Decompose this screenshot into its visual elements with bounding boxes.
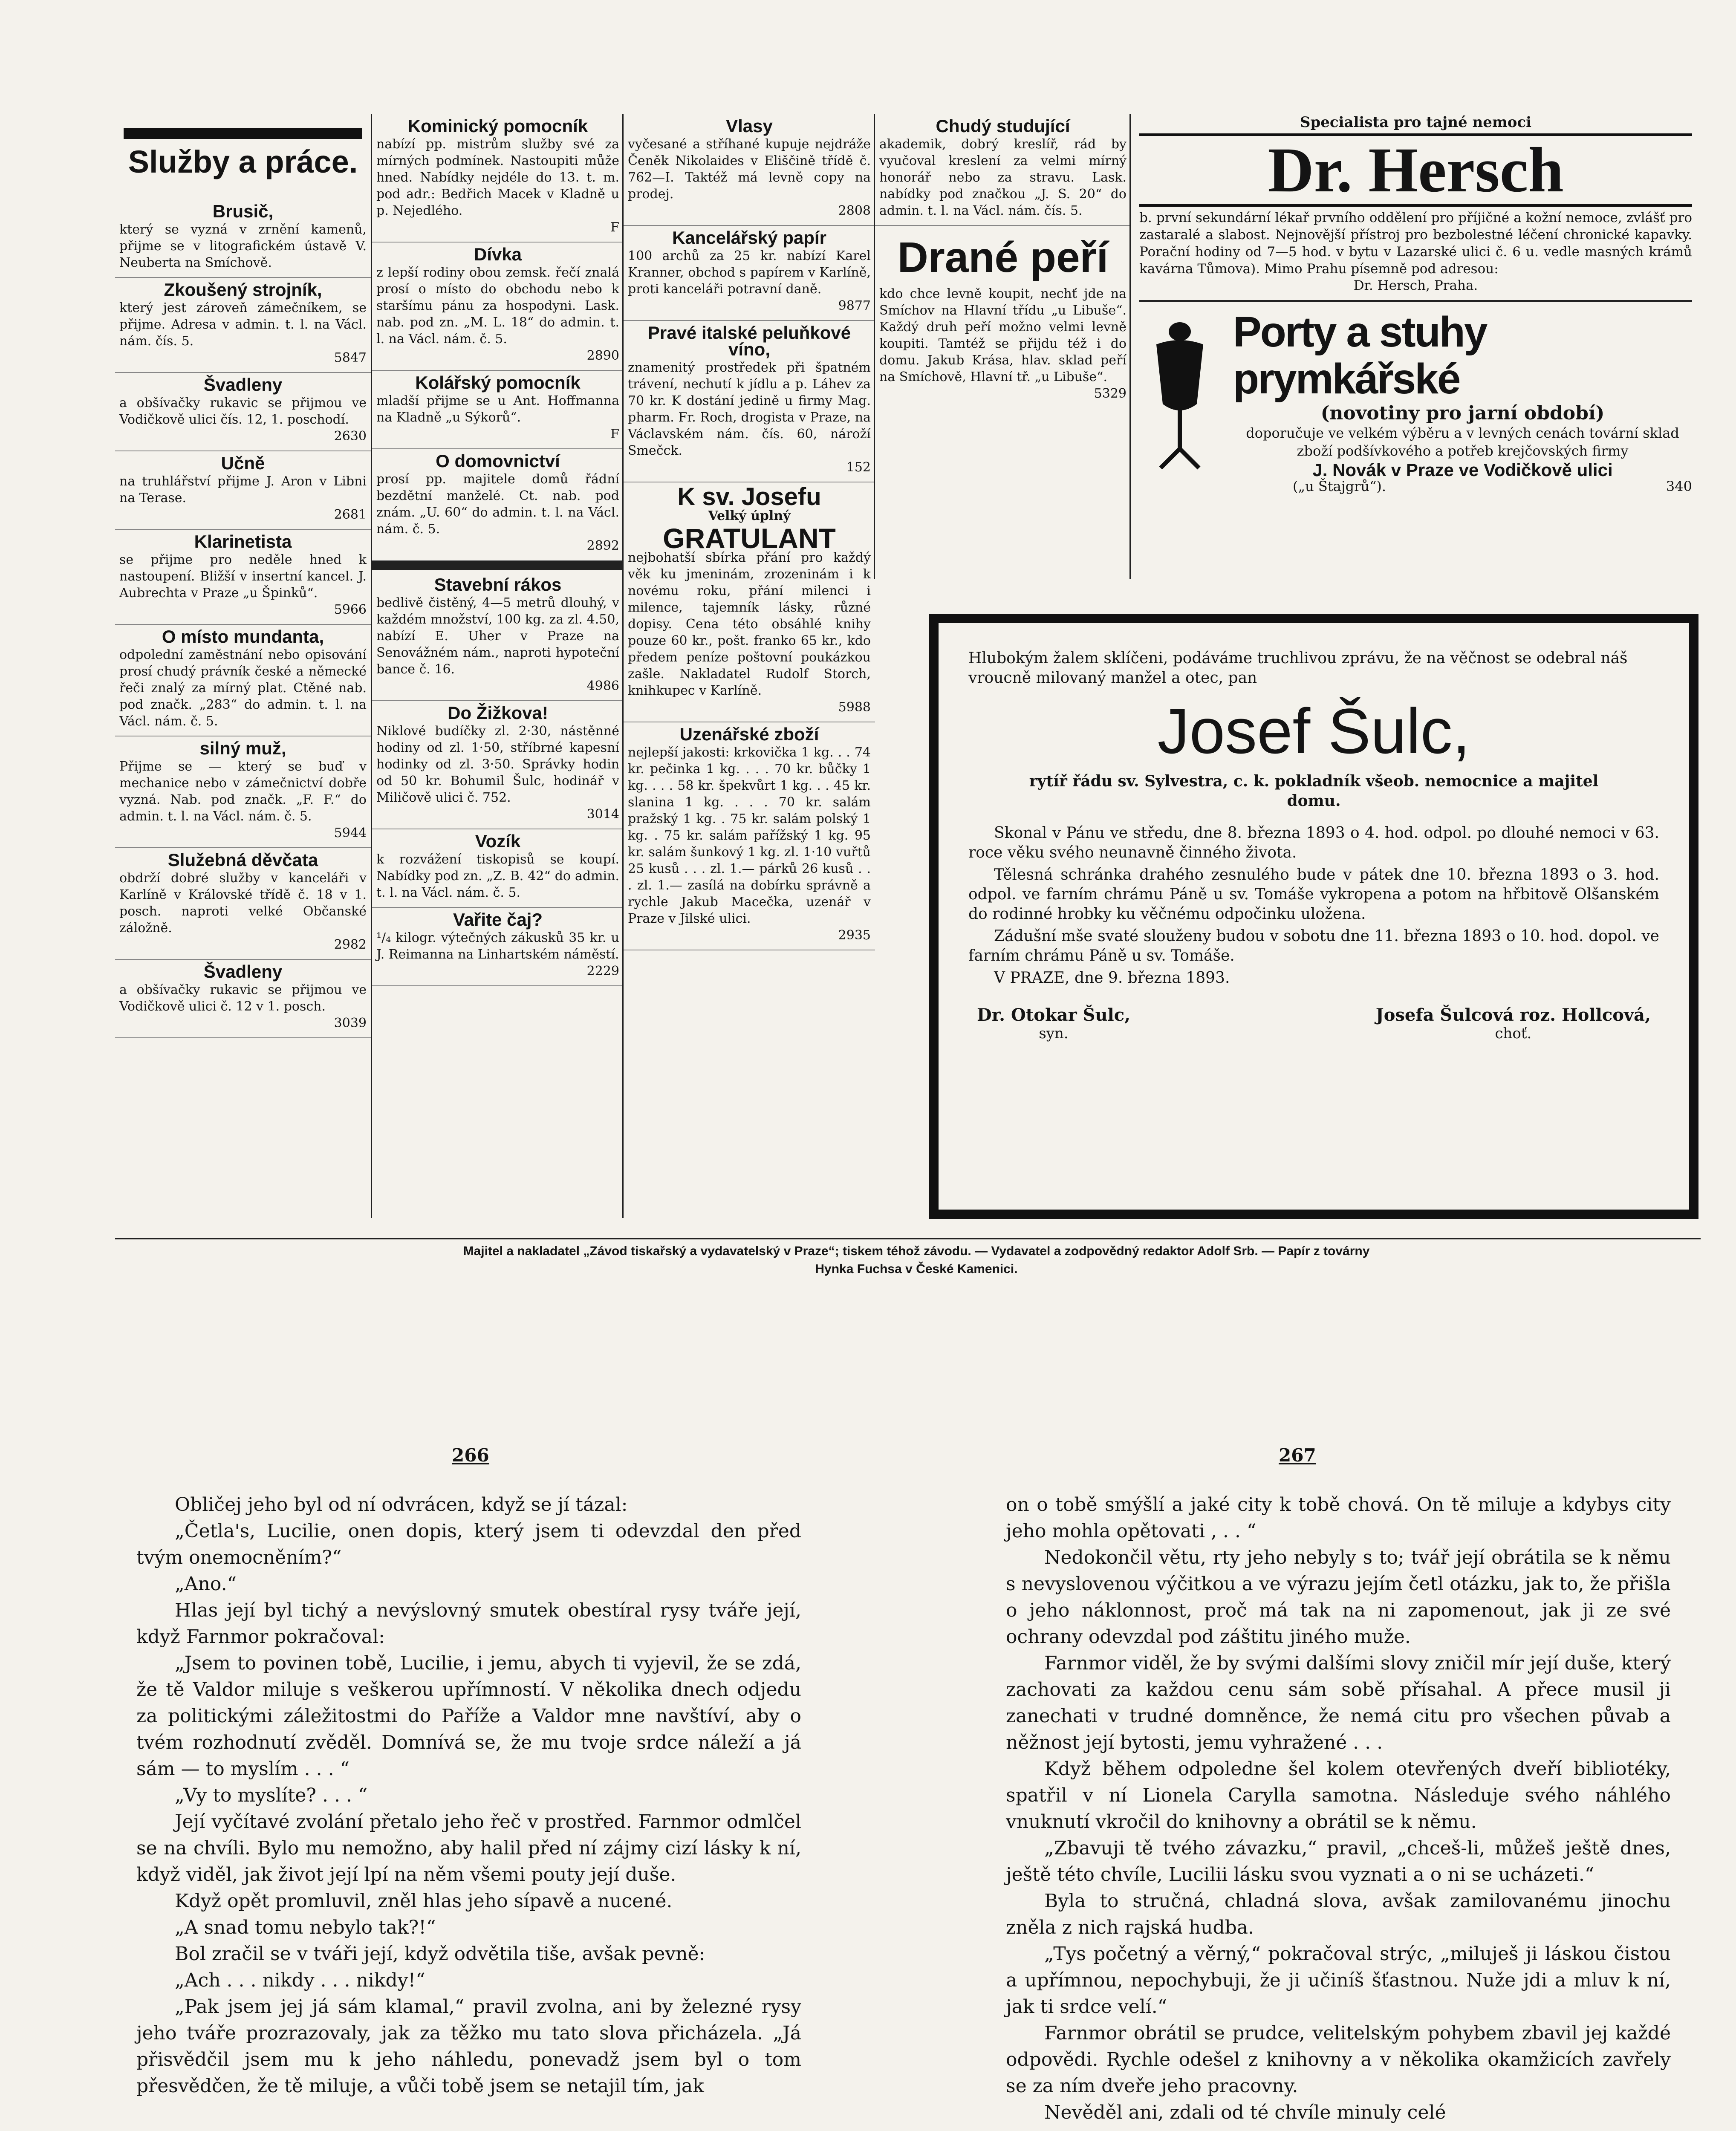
obituary-para-1: Skonal v Pánu ve středu, dne 8. března 1893 o 4. hod. odpol. po dlouhé nemoci v 63. roce věku svého neunavně činného života.: [968, 824, 1659, 861]
hersch-signature: Dr. Hersch, Praha.: [1353, 278, 1478, 293]
ad-body: nejlepší jakosti: krkovička 1 kg. . . 74 kr. pečinka 1 kg. . . . 70 kr. bůčky 1 kg. . . . 58 kr. špekvůrt 1 kg. . . 45 kr. slanina 1 kg. . . . 70 kr. salám pražský 1 kg. . 75 kr. salám polský 1 kg. . 75 kr. salám pařížský 1 kg. 95 kr. salám šunkový 1 kg. zl. 1·10 vuřtů 25 kusů . . . zl. 1.— párků 26 kusů . . . zl. 1.— zasílá na dobírku správně a rychle Jakub Macečka, uzenář v Praze v Jilské ulici.: [628, 745, 871, 926]
porty-subtitle: (novotiny pro jarní období): [1320, 402, 1605, 424]
page-number-left: 266: [452, 1445, 489, 1466]
ad-col2-0: [372, 114, 624, 243]
ad-title: Kominický pomocník: [407, 116, 588, 136]
ad-number: 2681: [334, 507, 367, 522]
porty-body: doporučuje ve velkém výběru a v levných cenách tovární sklad zboží podšívkového a potřeb krejčovských firmy: [1246, 425, 1679, 459]
ad-number: 3014: [586, 807, 619, 822]
ad-title: O místo mundanta,: [162, 627, 324, 647]
ad-body: kdo chce levně koupit, nechť jde na Smíchov na Hlavní třídu „u Libuše“. Každý druh peří možno velmi levně koupiti. Tamtéž se přijdu též i do domu. Jakub Krása, hlav. sklad peří na Smíchově, Hlavní tř. „u Libuše“.: [879, 286, 1127, 384]
story-paragraph: „A snad tomu nebylo tak?!“: [175, 1917, 436, 1938]
obituary-intro: Hlubokým žalem sklíčeni, podáváme truchlivou zprávu, že na věčnost se odebral náš vroucně milovaný manžel a otec, pan: [968, 650, 1628, 687]
story-paragraph: Byla to stručná, chladná slova, avšak zamilovanému jinochu zněla z nich rajská hudba.: [1006, 1890, 1671, 1938]
ad-col3-0: [624, 114, 875, 226]
obituary-para-2: Tělesná schránka drahého zesnulého bude v pátek dne 10. března 1893 o 3. hod. odpol. ve farním chrámu Páně u sv. Tomáše vykropena a potom na hřbitově Olšanském do rodinné hrobky ku věčnému odpočinku uložena.: [968, 866, 1659, 923]
ad-title: Do Žižkova!: [448, 703, 548, 723]
ad-body: k rozvážení tiskopisů se koupí. Nabídky pod zn. „Z. B. 42“ do admin. t. l. na Václ. nám. č. 5.: [376, 852, 619, 900]
ad-number: 5944: [334, 826, 367, 840]
obituary-title: rytíř řádu sv. Sylvestra, c. k. pokladník všeob. nemocnice a majitel domu.: [1029, 772, 1599, 810]
ad-body: který jest zároveň zámečníkem, se přijme. Adresa v admin. t. l. na Václ. nám. čís. 5.: [119, 300, 367, 349]
ad-title: Dívka: [474, 244, 522, 264]
imprint-line-2: Hynka Fuchsa v České Kamenici.: [815, 1262, 1018, 1276]
ad-body: Velký úplný: [708, 508, 791, 523]
ad-col2-5: [372, 701, 624, 829]
ad-body: prosí pp. majitele domů řádní bezdětní manželé. Ct. nab. pod znám. „U. 60“ do admin. t. l. na Václ. nám. č. 5.: [376, 472, 619, 537]
ad-col1-6: [115, 736, 371, 848]
ad-body: na truhlářství přijme J. Aron v Libni na Terase.: [119, 474, 367, 505]
story-paragraph: „Vy to myslíte? . . . “: [175, 1784, 368, 1806]
signature-role: syn.: [1039, 1025, 1069, 1042]
signature-name: Dr. Otokar Šulc,: [977, 1005, 1131, 1025]
hersch-kicker: Specialista pro tajné nemoci: [1300, 114, 1532, 131]
ad-body: nabízí pp. mistrům služby své za mírných podmínek. Nastoupiti může hned. Nabídky nejdéle do 13. t. m. pod adr.: Bedřich Macek v Kladně u p. Nejedlého.: [376, 137, 619, 218]
divider-bar: [372, 561, 624, 570]
story-paragraph: „Ach . . . nikdy . . . nikdy!“: [175, 1969, 425, 1991]
ad-col1-2: [115, 373, 371, 451]
story-paragraph: Hlas její byl tichý a nevýslovný smutek obestíral rysy tváře její, když Farnmor pokračoval:: [136, 1600, 801, 1648]
signature-role: choť.: [1495, 1025, 1532, 1042]
story-paragraph: Bol zračil se v tváři její, když odvětila tiše, avšak pevně:: [175, 1943, 705, 1965]
ad-title: Kolářský pomocník: [415, 372, 581, 393]
obituary-para-3: Zádušní mše svaté slouženy budou v sobotu dne 11. března 1893 o 10. hod. dopol. ve farním chrámu Páně u sv. Tomáše.: [968, 927, 1659, 964]
ad-number: 5847: [334, 350, 367, 365]
hersch-ad: [1139, 114, 1692, 302]
column-3: [622, 114, 875, 1218]
porty-footer: [1233, 478, 1692, 495]
ad-col1-1: [115, 278, 371, 373]
ad-col2-6: [372, 829, 624, 908]
ad-col3-4: [624, 524, 875, 722]
obituary-date: V PRAZE, dne 9. března 1893.: [994, 969, 1230, 987]
ad-col4-1: [875, 226, 1131, 408]
column-1: [115, 114, 371, 1218]
ad-col3-2: [624, 321, 875, 482]
ad-number: 2630: [334, 429, 367, 444]
column-5: [1129, 114, 1701, 579]
ad-number: 5988: [838, 700, 871, 715]
ad-number: 2982: [334, 937, 367, 952]
signature-son: [977, 1005, 1130, 1042]
ad-body: odpolední zaměstnání nebo opisování prosí chudý právník české a německé řeči znalý za mírný plat. Ctěné nab. pod značk. „283“ do admin. t. l. na Václ. nám. č. 5.: [119, 647, 367, 729]
ad-col2-7: [372, 908, 624, 986]
ad-number: 2229: [586, 964, 619, 979]
ad-title: Kancelářský papír: [672, 228, 826, 248]
ad-body: obdrží dobré služby v kanceláři v Karlíně v Královské třídě č. 18 v 1. posch. naproti velké Občanské záložně.: [119, 871, 367, 936]
ad-title: Klarinetista: [194, 531, 292, 552]
dress-form-icon: [1144, 319, 1216, 472]
obituary-notice: [929, 614, 1698, 1219]
column-4: [874, 114, 1131, 579]
ad-col3-1: [624, 226, 875, 321]
ad-number: 152: [846, 460, 871, 475]
porty-number: 340: [1666, 478, 1692, 494]
ad-body: který se vyzná v zrnění kamenů, přijme se v litografickém ústavě V. Neuberta na Smíchově.: [119, 222, 367, 270]
ad-number: 2808: [838, 203, 871, 218]
ad-title: Zkoušený strojník,: [164, 280, 322, 300]
story-paragraph: Obličej jeho byl od ní odvrácen, když se jí tázal:: [175, 1494, 628, 1516]
ad-body: akademik, dobrý kreslíř, rád by vyučoval kreslení za velmi mírný honorář nebo za stravu. Lask. nabídky pod značkou „J. S. 20“ do admin. t. l. na Václ. nám. čís. 5.: [879, 137, 1127, 218]
story-right-page: [1006, 1492, 1671, 2126]
ad-title: Švadleny: [203, 962, 283, 982]
ad-col2-1: [372, 243, 624, 371]
story-paragraph: Když během odpoledne šel kolem otevřených dveří bibliotéky, spatřil v ní Lionela Carylla samotna. Následuje svého náhlého vnuknutí vkročil do knihovny a obrátil se k němu.: [1006, 1758, 1671, 1833]
story-paragraph: „Tys početný a věrný,“ pokračoval strýc, „miluješ ji láskou čistou a upřímnou, nepochybuji, že ji učiníš šťastnou. Nuže jdi a mluv k ní, jak ti srdce velí.“: [1006, 1943, 1671, 2018]
imprint-rule: [115, 1238, 1701, 1239]
ad-headline: K sv. Josefu: [677, 483, 821, 511]
ad-title: Vozík: [475, 831, 521, 851]
ad-title: Vařite čaj?: [453, 910, 543, 930]
story-paragraph: Nedokončil větu, rty jeho nebyly s to; tvář její obrátila se k němu s nevyslovenou výčitkou a ve výrazu jejím četl otázku, jak to, že přišla o jeho náklonnost, proč má tak na ni zapomenout, jak ji ze své ochrany odevzdal pod záštitu jiného muže.: [1006, 1547, 1671, 1648]
ad-col3-5: [624, 722, 875, 950]
ad-title: Chudý studující: [936, 116, 1070, 136]
ad-title: Služebná děvčata: [168, 850, 318, 870]
section-title: Služby a práce.: [128, 144, 358, 179]
ad-number: 5966: [334, 602, 367, 617]
story-paragraph: Když opět promluvil, zněl hlas jeho sípavě a nucené.: [175, 1890, 673, 1912]
ad-body: Niklové budíčky zl. 2·30, nástěnné hodiny od zl. 1·50, stříbrné kapesní hodinky od zl. 3·50. Správky hodin od 50 kr. Bohumil Šulc, hodinář v Miličově ulici č. 752.: [376, 724, 619, 805]
ad-number: F: [610, 220, 619, 235]
ad-body: z lepší rodiny obou zemsk. řečí znalá prosí o místo do obchodu nebo k staršímu pánu za hospodyni. Lask. nab. pod zn. „M. L. 18“ do admin. t. l. na Václ. nám. č. 5.: [376, 265, 619, 347]
ad-body: mladší přijme se u Ant. Hoffmanna na Kladně „u Sýkorů“.: [376, 393, 619, 425]
story-paragraph: „Zbavuji tě tvého závazku,“ pravil, „chceš-li, můžeš ještě dnes, ještě této chvíle, Lucilii lásku svou vyznati a o ni se ucházeti.“: [1006, 1837, 1671, 1886]
imprint-line-1: Majitel a nakladatel „Závod tiskařský a vydavatelský v Praze“; tiskem téhož závodu. — Vydavatel a zodpovědný redaktor Adolf Srb. — Papír z továrny: [463, 1244, 1370, 1258]
story-paragraph: „Pak jsem jej já sám klamal,“ pravil zvolna, ani by železné rysy jeho tváře prozrazovaly, jak za těžko mu tato slova přicházela. „Já přisvědčil jsem mu k jeho náhledu, ponevadž jsem byl o tom přesvědčen, že tě miluje, a vůči tobě jsem se netajil tím, jak: [136, 1996, 801, 2097]
ad-title: Učně: [221, 453, 265, 473]
story-paragraph: „Četla's, Lucilie, onen dopis, který jsem ti odevzdal den před tvým onemocněním?“: [136, 1520, 801, 1568]
ad-number: F: [610, 427, 619, 442]
story-left-page: [136, 1492, 801, 2099]
story-paragraph: „Jsem to povinen tobě, Lucilie, i jemu, abych ti vyjevil, že se zdá, že tě Valdor miluje s veškerou upřímností. V několika dnech odjedu za politickými záležitostmi do Paříže a Valdor mne navštíví, aby o tvém rozhodnutí zvěděl. Domnívá se, že mu tvoje srdce náleží a já sám — to myslím . . . “: [136, 1652, 801, 1780]
ad-title: Pravé italské peluňkové víno,: [647, 323, 851, 359]
column-2: [371, 114, 624, 1218]
ad-body: ¹/₄ kilogr. výtečných zákusků 35 kr. u J. Reimanna na Linhartském náměstí.: [376, 930, 619, 962]
obituary-signatures: [968, 1005, 1659, 1042]
ad-body: nejbohatší sbírka přání pro každý věk ku jmeninám, zrozeninám i k novému roku, přání milenci i milence, tajemník lásky, různé dopisy. Cena této obsáhlé knihy pouze 60 kr., pošt. franko 65 kr., kdo předem peníze poštovní poukázkou zašle. Nakladatel Rudolf Storch, knihkupec v Karlíně.: [628, 550, 871, 698]
ad-number: 4986: [586, 679, 619, 693]
ad-col1-3: [115, 451, 371, 530]
ad-title: Uzenářské zboží: [679, 724, 819, 744]
ad-title: Stavební rákos: [434, 575, 562, 595]
story-paragraph: Nevěděl ani, zdali od té chvíle minuly celé: [1044, 2102, 1446, 2123]
ad-number: 3039: [334, 1016, 367, 1031]
signature-wife: [1376, 1005, 1651, 1042]
ad-col1-7: [115, 848, 371, 960]
ad-col2-4: [372, 573, 624, 701]
ad-number: 2892: [586, 538, 619, 553]
story-paragraph: on o tobě smýšlí a jaké city k tobě chová. On tě miluje a kdybys city jeho mohla opětovati , . . “: [1006, 1494, 1671, 1542]
ad-title: Brusič,: [212, 201, 274, 221]
ad-number: 2935: [838, 928, 871, 943]
ad-title: O domovnictví: [436, 451, 560, 471]
ad-headline: GRATULANT: [663, 523, 836, 554]
ad-number: 9877: [838, 298, 871, 313]
ad-body: 100 archů za 25 kr. nabízí Karel Kranner, obchod s papírem v Karlíně, proti kanceláři potravní daně.: [628, 248, 871, 297]
ad-col3-3: [624, 482, 875, 524]
ad-headline: Drané peří: [897, 234, 1109, 281]
story-paragraph: „Ano.“: [175, 1573, 237, 1595]
ad-body: bedlivě čistěný, 4—5 metrů dlouhý, v každém množství, 100 kg. za zl. 4.50, nabízí E. Uher v Praze na Senovážném nám., naproti hypoteční bance č. 16.: [376, 595, 619, 677]
porty-title: Porty a stuhy prymkářské: [1233, 308, 1487, 403]
hersch-body: b. první sekundární lékař prvního oddělení pro příjičné a kožní nemoce, zvlášť pro zastaralé a slabost. Nejnovější přístroj pro bezbolestné léčení chronické kapavky. Porační hodiny od 7—5 hod. v bytu v Lazarské ulici č. 6 u. vedle masných krámů kavárna Tůmova). Mimo Prahu písemně pod adresou:: [1139, 210, 1692, 277]
ad-title: silný muž,: [199, 738, 286, 758]
ad-col1-8: [115, 960, 371, 1038]
porty-firm: J. Novák v Praze ve Vodičkově ulici: [1312, 460, 1613, 480]
ad-col4-0: [875, 114, 1131, 226]
signature-name: Josefa Šulcová roz. Hollcová,: [1375, 1005, 1651, 1025]
ad-col1-0: [115, 199, 371, 278]
ad-col1-5: [115, 625, 371, 736]
ad-body: a obšívačky rukavic se přijmou ve Vodičkově ulici č. 12 v 1. posch.: [119, 982, 367, 1014]
page-number-right: 267: [1279, 1445, 1316, 1466]
porty-tail: („u Štajgrů“).: [1293, 478, 1386, 494]
ad-body: znamenitý prostředek při špatném trávení, nechutí k jídlu a p. Láhev za 70 kr. K dostání jedině u firmy Mag. pharm. Fr. Roch, drogista v Praze, na Václavském nám. čís. 60, nároží Smečck.: [628, 360, 871, 458]
ad-body: se přijme pro neděle hned k nastoupení. Bližší v insertní kancel. J. Aubrechta v Praze „u Špinků“.: [119, 552, 367, 601]
ad-title: Vlasy: [726, 116, 773, 136]
imprint: [128, 1242, 1705, 1278]
ad-col1-4: [115, 530, 371, 625]
hersch-name: Dr. Hersch: [1139, 133, 1692, 207]
ad-col2-3: [372, 449, 624, 561]
porty-ad: [1139, 302, 1692, 495]
ad-body: a obšívačky rukavic se přijmou ve Vodičkově ulici čís. 12, 1. poschodí.: [119, 396, 367, 427]
ad-number: 2890: [586, 348, 619, 363]
ad-col2-2: [372, 371, 624, 449]
obituary-name: Josef Šulc,: [1157, 695, 1470, 767]
ad-number: 5329: [1094, 386, 1127, 401]
ad-body: Přijme se — který se buď v mechanice nebo v zámečnictví dobře vyzná. Nab. pod značk. „F. F.“ do admin. t. l. na Václ. nám. č. 5.: [119, 759, 367, 824]
ad-title: Švadleny: [203, 375, 283, 395]
story-paragraph: Její vyčítavé zvolání přetalo jeho řeč v prostřed. Farnmor odmlčel se na chvíli. Bylo mu nemožno, aby halil před ní zájmy cizí lásky k ní, když viděl, jak život její lpí na něm všemi pouty její duše.: [136, 1811, 801, 1886]
story-paragraph: Farnmor obrátil se prudce, velitelským pohybem zbavil jej každé odpovědi. Rychle odešel z knihovny a v několika okamžicích zavřely se za ním dveře jeho pracovny.: [1006, 2022, 1671, 2097]
ad-body: vyčesané a stříhané kupuje nejdráže Čeněk Nikolaides v Eliščině třídě č. 762—I. Taktéž má levně copy na prodej.: [628, 137, 871, 202]
story-paragraph: Farnmor viděl, že by svými dalšími slovy zničil mír její duše, který zachovati za každou cenu sám sobě přísahal. A přece musil ji zanechati v trudné domněnce, že nemá citu pro všechen půvab a něžnost její bytosti, jemu vyhražené . . .: [1006, 1652, 1671, 1753]
